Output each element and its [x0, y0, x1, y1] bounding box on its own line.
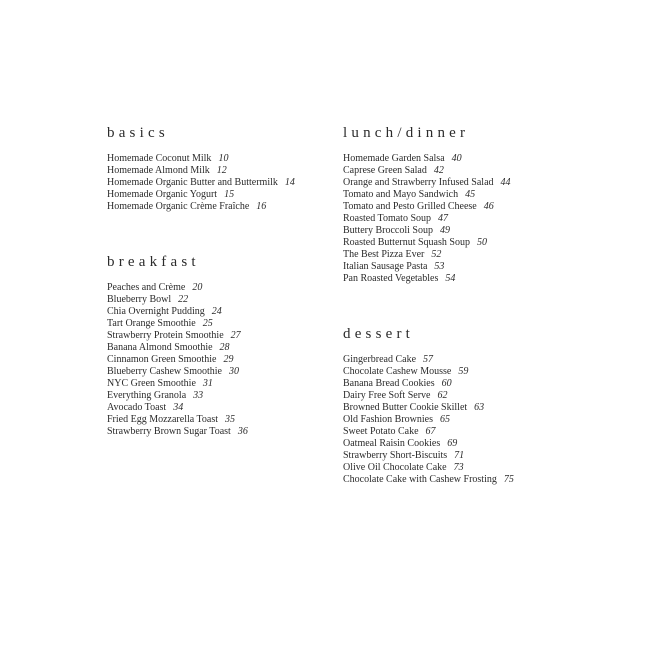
- list-item: [107, 426, 248, 438]
- page-number: 67: [425, 426, 436, 437]
- page-number: 49: [440, 225, 450, 236]
- list-item: [343, 261, 511, 273]
- page-number: 25: [202, 318, 213, 329]
- list-item: [343, 354, 514, 366]
- list-item: [343, 177, 511, 189]
- page-number: 10: [218, 153, 229, 164]
- section-heading: basics: [107, 125, 169, 141]
- page-number: 15: [224, 189, 235, 200]
- page-number: 28: [219, 342, 230, 353]
- page-number: 59: [458, 366, 469, 377]
- entry-title: Strawberry Short-Biscuits: [343, 450, 448, 461]
- list-item: [343, 438, 514, 450]
- section-heading: dessert: [343, 326, 415, 342]
- page-number: 57: [423, 354, 434, 365]
- list-item: [343, 426, 514, 438]
- entry-title: Caprese Green Salad: [343, 165, 427, 176]
- entry-title: Chocolate Cashew Mousse: [343, 366, 452, 377]
- list-item: [107, 201, 295, 213]
- list-item: [343, 165, 511, 177]
- section-basics: [107, 124, 295, 213]
- entry-title: NYC Green Smoothie: [107, 378, 196, 389]
- entry-title: Roasted Tomato Soup: [343, 213, 432, 224]
- list-item: [343, 450, 514, 462]
- entry-title: Homemade Organic Crème Fraîche: [107, 201, 250, 212]
- list-item: [107, 177, 295, 189]
- entry-title: Strawberry Brown Sugar Toast: [107, 426, 231, 437]
- page-number: 31: [202, 378, 213, 389]
- page-number: 75: [503, 474, 514, 485]
- page-number: 54: [445, 273, 456, 284]
- page-number: 42: [433, 165, 444, 176]
- list-item: [107, 378, 248, 390]
- page-number: 36: [237, 426, 248, 437]
- entry-title: Tomato and Mayo Sandwich: [343, 189, 459, 200]
- section-heading: lunch/dinner: [343, 125, 470, 141]
- page-number: 30: [228, 366, 239, 377]
- page-number: 46: [483, 201, 494, 212]
- list-item: [343, 153, 511, 165]
- list-item: [343, 390, 514, 402]
- list-item: [343, 474, 514, 486]
- entry-title: Strawberry Protein Smoothie: [107, 330, 224, 341]
- entry-title: The Best Pizza Ever: [343, 249, 425, 260]
- entry-title: Peaches and Crème: [107, 282, 186, 293]
- list-item: [343, 273, 511, 285]
- list-item: [107, 402, 248, 414]
- entry-title: Blueberry Cashew Smoothie: [107, 366, 222, 377]
- entry-title: Homemade Coconut Milk: [107, 153, 212, 164]
- entry-title: Tart Orange Smoothie: [107, 318, 196, 329]
- entry-title: Tomato and Pesto Grilled Cheese: [343, 201, 477, 212]
- page-number: 27: [230, 330, 241, 341]
- page-number: 62: [437, 390, 448, 401]
- list-item: [107, 189, 295, 201]
- entry-title: Blueberry Bowl: [107, 294, 172, 305]
- entry-title: Avocado Toast: [107, 402, 167, 413]
- entry-title: Homemade Organic Yogurt: [107, 189, 218, 200]
- page-number: 12: [216, 165, 227, 176]
- entry-title: Banana Bread Cookies: [343, 378, 435, 389]
- entry-list: [343, 153, 511, 285]
- entry-title: Banana Almond Smoothie: [107, 342, 213, 353]
- list-item: [343, 189, 511, 201]
- list-item: [343, 378, 514, 390]
- entry-title: Chia Overnight Pudding: [107, 306, 205, 317]
- page-number: 69: [447, 438, 458, 449]
- list-item: [107, 294, 248, 306]
- section-heading: breakfast: [107, 254, 200, 270]
- list-item: [107, 330, 248, 342]
- list-item: [343, 237, 511, 249]
- entry-title: Homemade Organic Butter and Buttermilk: [107, 177, 278, 188]
- entry-title: Old Fashion Brownies: [343, 414, 433, 425]
- page-number: 35: [225, 414, 236, 425]
- page-number: 29: [223, 354, 234, 365]
- list-item: [343, 225, 511, 237]
- entry-title: Browned Butter Cookie Skillet: [343, 402, 468, 413]
- entry-title: Dairy Free Soft Serve: [343, 390, 431, 401]
- entry-title: Roasted Butternut Squash Soup: [343, 237, 470, 248]
- page-number: 47: [438, 213, 449, 224]
- list-item: [107, 165, 295, 177]
- entry-title: Chocolate Cake with Cashew Frosting: [343, 474, 497, 485]
- page-number: 73: [453, 462, 464, 473]
- page-number: 33: [193, 390, 204, 401]
- list-item: [107, 282, 248, 294]
- entry-title: Orange and Strawberry Infused Salad: [343, 177, 494, 188]
- entry-title: Cinnamon Green Smoothie: [107, 354, 217, 365]
- list-item: [107, 306, 248, 318]
- section-lunch-dinner: [343, 124, 511, 285]
- list-item: [343, 462, 514, 474]
- list-item: [343, 366, 514, 378]
- page-number: 24: [211, 306, 222, 317]
- page-number: 45: [465, 189, 476, 200]
- list-item: [343, 249, 511, 261]
- entry-list: [343, 354, 514, 486]
- entry-title: Pan Roasted Vegetables: [343, 273, 439, 284]
- list-item: [343, 414, 514, 426]
- list-item: [107, 414, 248, 426]
- page-number: 60: [441, 378, 452, 389]
- list-item: [343, 402, 514, 414]
- page-number: 53: [434, 261, 445, 272]
- page-number: 65: [440, 414, 450, 425]
- list-item: [107, 366, 248, 378]
- list-item: [107, 390, 248, 402]
- entry-title: Sweet Potato Cake: [343, 426, 419, 437]
- entry-title: Buttery Broccoli Soup: [343, 225, 433, 236]
- page-number: 50: [476, 237, 487, 248]
- page-number: 44: [500, 177, 511, 188]
- entry-title: Olive Oil Chocolate Cake: [343, 462, 447, 473]
- page-number: 52: [431, 249, 442, 260]
- entry-title: Gingerbread Cake: [343, 354, 417, 365]
- page-number: 40: [451, 153, 462, 164]
- page-number: 34: [173, 402, 184, 413]
- entry-title: Everything Granola: [107, 390, 187, 401]
- entry-title: Homemade Garden Salsa: [343, 153, 445, 164]
- list-item: [107, 342, 248, 354]
- page-number: 14: [284, 177, 295, 188]
- section-breakfast: [107, 253, 248, 438]
- list-item: [343, 201, 511, 213]
- list-item: [343, 213, 511, 225]
- entry-title: Oatmeal Raisin Cookies: [343, 438, 441, 449]
- page-number: 16: [256, 201, 267, 212]
- page-number: 71: [454, 450, 465, 461]
- list-item: [107, 354, 248, 366]
- page-number: 63: [474, 402, 485, 413]
- list-item: [107, 153, 295, 165]
- entry-title: Italian Sausage Pasta: [343, 261, 428, 272]
- entry-list: [107, 153, 295, 213]
- entry-title: Homemade Almond Milk: [107, 165, 210, 176]
- page-number: 20: [192, 282, 203, 293]
- entry-list: [107, 282, 248, 438]
- entry-title: Fried Egg Mozzarella Toast: [107, 414, 219, 425]
- page-number: 22: [178, 294, 189, 305]
- section-dessert: [343, 325, 514, 486]
- list-item: [107, 318, 248, 330]
